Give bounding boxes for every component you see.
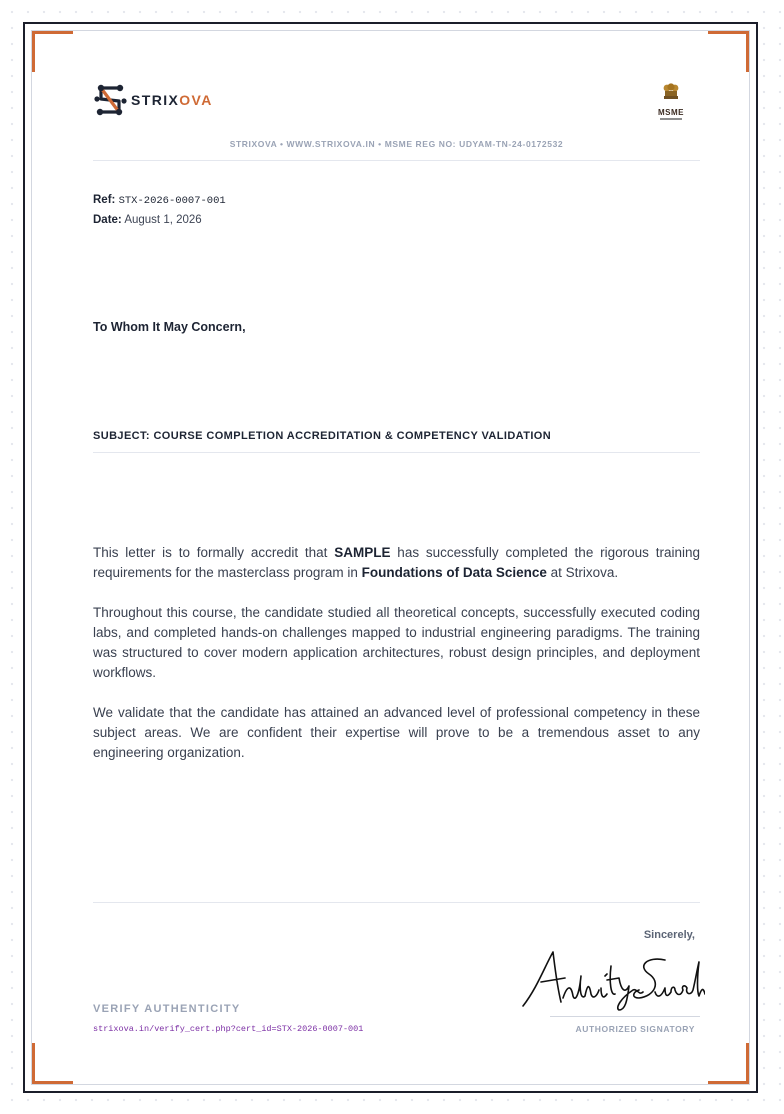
header-divider (93, 160, 700, 161)
company-tagline: STRIXOVA • WWW.STRIXOVA.IN • MSME REG NO: UDYAM-TN-24-0172532 (229, 139, 564, 149)
corner-ornament-top-right (708, 31, 749, 72)
verify-link[interactable]: strixova.in/verify_cert.php?cert_id=STX-2026-0007-001 (93, 1024, 364, 1034)
course-name: Foundations of Data Science (361, 565, 547, 580)
date-label: Date: (93, 214, 122, 226)
candidate-name: SAMPLE (334, 545, 391, 560)
subject-line: SUBJECT: COURSE COMPLETION ACCREDITATION & COMPETENCY VALIDATION (93, 430, 552, 442)
body-paragraph-3: We validate that the candidate has attained an advanced level of professional competency in these subject areas. We are confident their expertise will prove to be a tremendous asset to any engineering organization. (93, 705, 700, 760)
brand-name: STRIXOVA (131, 92, 213, 108)
corner-ornament-bottom-right (708, 1043, 749, 1084)
signature-line (550, 1016, 700, 1017)
handwritten-signature (515, 946, 705, 1012)
corner-ornament-bottom-left (32, 1043, 73, 1084)
letter-sheet (23, 22, 758, 1093)
corner-ornament-top-left (32, 31, 73, 72)
national-emblem-icon (661, 82, 681, 102)
msme-emblem (651, 82, 691, 120)
reference-line (93, 194, 226, 207)
date-value: August 1, 2026 (124, 214, 202, 226)
ref-value: STX-2026-0007-001 (118, 195, 226, 207)
body-paragraph-2: Throughout this course, the candidate studied all theoretical concepts, successfully executed coding labs, and completed hands-on challenges mapped to industrial engineering paradigms. The training was structured to cover modern application architectures, robust design principles, and deployment workflows. (93, 605, 700, 680)
date-line (93, 214, 202, 226)
footer-divider (93, 902, 700, 903)
signatory-title: AUTHORIZED SIGNATORY (575, 1024, 695, 1034)
verify-authenticity-label: VERIFY AUTHENTICITY (93, 1003, 241, 1015)
strixova-logo-icon (93, 82, 127, 118)
salutation: To Whom It May Concern, (93, 320, 246, 334)
company-logo (93, 82, 213, 118)
msme-emblem-text: MSME (658, 108, 684, 117)
letter-body (93, 543, 700, 783)
body-paragraph-1: This letter is to formally accredit that SAMPLE has successfully completed the rigorous training requirements for the masterclass program in Foundations of Data Science at Strixova. (93, 545, 700, 580)
closing: Sincerely, (643, 929, 695, 941)
ref-label: Ref: (93, 194, 116, 206)
subject-divider (93, 452, 700, 453)
msme-emblem-caption (660, 118, 682, 120)
